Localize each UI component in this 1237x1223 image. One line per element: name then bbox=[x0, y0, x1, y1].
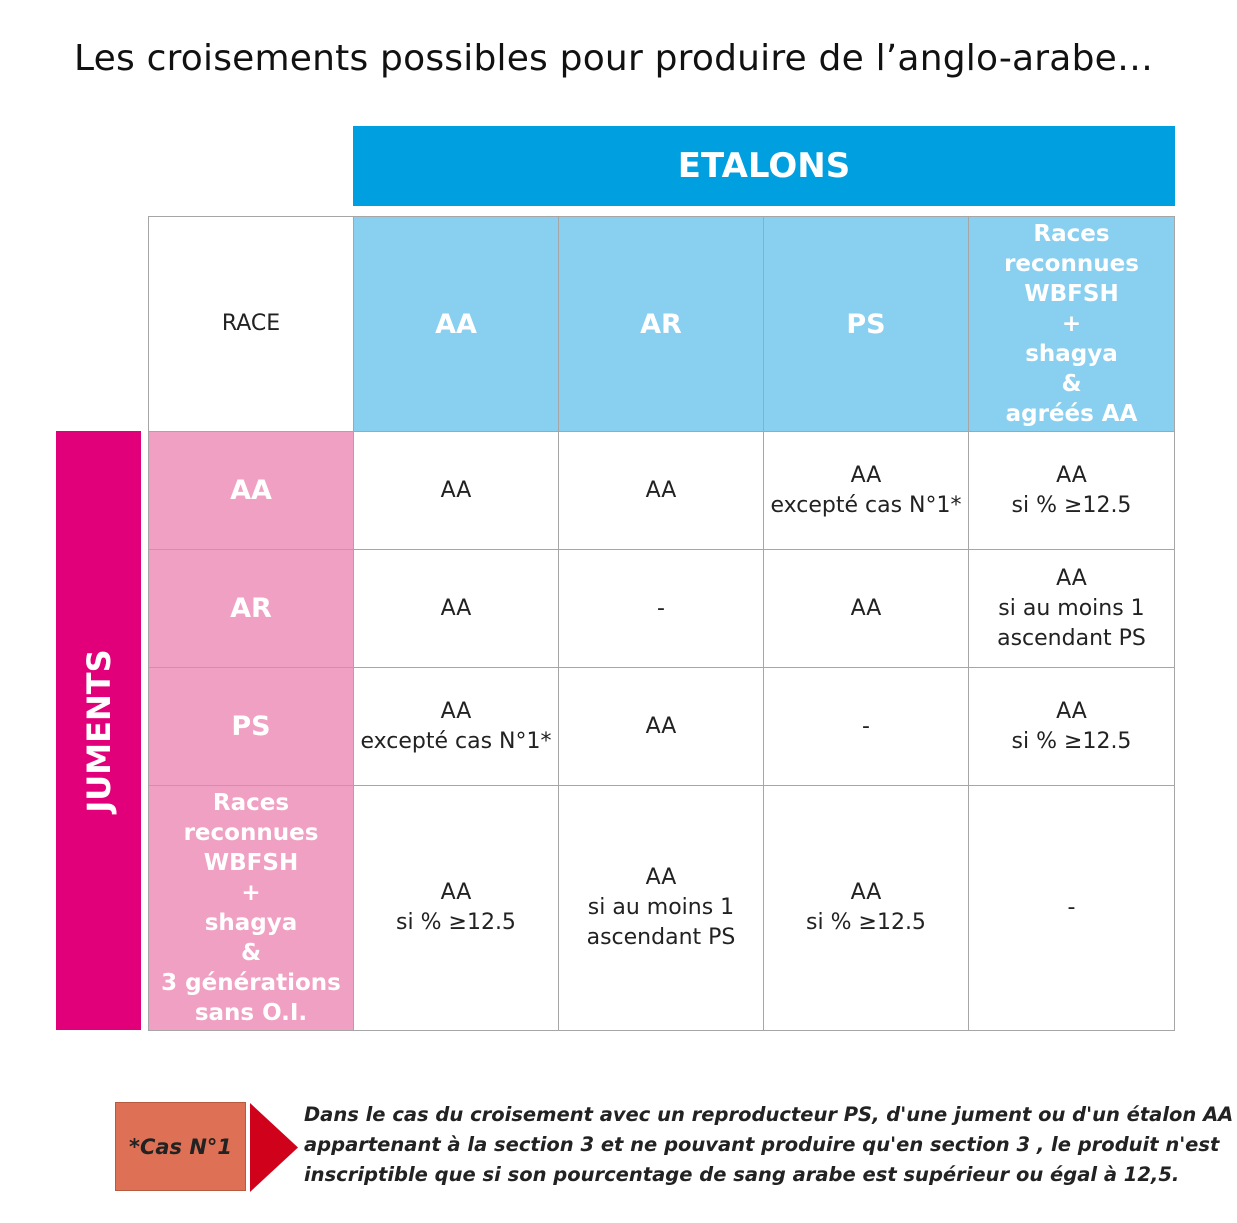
cell-text: AA bbox=[850, 880, 882, 905]
cell-text: AA bbox=[1056, 698, 1087, 724]
row-header-label: sans O.I. bbox=[194, 1000, 308, 1026]
table-cell bbox=[558, 431, 764, 550]
table-cell bbox=[353, 431, 559, 550]
row-header-ar bbox=[148, 549, 354, 668]
corner-label: RACE bbox=[221, 311, 281, 336]
col-header-ar bbox=[558, 216, 764, 432]
cell-text: AA bbox=[440, 698, 472, 724]
table-cell bbox=[353, 549, 559, 668]
cell-text: ascendant PS bbox=[586, 925, 736, 950]
cell-text: - bbox=[657, 595, 665, 621]
row-header-label: shagya bbox=[204, 910, 298, 936]
cell-text: AA bbox=[850, 595, 882, 621]
cell-text: si % ≥12.5 bbox=[1011, 492, 1132, 518]
row-header-label: PS bbox=[231, 711, 271, 742]
cell-text: si % ≥12.5 bbox=[396, 910, 516, 935]
col-header-label: shagya bbox=[1025, 341, 1118, 367]
col-header-label: reconnues bbox=[1004, 251, 1139, 277]
table-cell bbox=[558, 549, 764, 668]
col-header-label: agréés AA bbox=[1005, 401, 1138, 427]
row-header-races bbox=[148, 785, 354, 1031]
cell-text: AA bbox=[850, 462, 882, 488]
row-header-label: 3 générations bbox=[161, 970, 341, 996]
col-header-label: WBFSH bbox=[1024, 281, 1119, 307]
cell-text: - bbox=[862, 713, 870, 739]
cell-text: - bbox=[1067, 895, 1076, 920]
table-cell bbox=[353, 785, 559, 1031]
table-cell bbox=[968, 431, 1175, 550]
cell-text: excepté cas N°1* bbox=[770, 492, 962, 518]
table-cell bbox=[968, 785, 1175, 1031]
cell-text: si % ≥12.5 bbox=[806, 910, 926, 935]
cell-text: si % ≥12.5 bbox=[1011, 728, 1132, 754]
col-header-races bbox=[968, 216, 1175, 432]
cell-text: ascendant PS bbox=[997, 625, 1146, 651]
table-cell bbox=[968, 667, 1175, 786]
table-cell bbox=[763, 667, 969, 786]
table-cell bbox=[558, 667, 764, 786]
col-header-ps bbox=[763, 216, 969, 432]
row-header-label: Races bbox=[212, 790, 290, 816]
cell-text: AA bbox=[1056, 462, 1087, 488]
row-header-label: WBFSH bbox=[203, 850, 299, 876]
cell-text: AA bbox=[1056, 565, 1087, 591]
footnote-line: Dans le cas du croisement avec un reproducteur PS, d'une jument ou d'un étalon AA bbox=[304, 1103, 1234, 1126]
col-header-label: & bbox=[1061, 371, 1082, 397]
table-cell bbox=[558, 785, 764, 1031]
row-header-label: AA bbox=[230, 475, 272, 506]
col-header-label: Races bbox=[1033, 221, 1110, 247]
table-cell bbox=[763, 431, 969, 550]
row-header-label: reconnues bbox=[183, 820, 319, 846]
table-cell bbox=[353, 667, 559, 786]
juments-header bbox=[56, 431, 141, 1030]
col-header-label: PS bbox=[846, 308, 886, 340]
cell-text: si au moins 1 bbox=[998, 595, 1145, 621]
table-cell bbox=[763, 549, 969, 668]
row-header-aa bbox=[148, 431, 354, 550]
table-cell bbox=[763, 785, 969, 1031]
cell-text: excepté cas N°1* bbox=[360, 728, 552, 754]
cell-text: AA bbox=[645, 713, 677, 739]
juments-label: JUMENTS bbox=[79, 648, 118, 813]
arrow-right-icon bbox=[250, 1103, 298, 1192]
row-header-label: AR bbox=[230, 593, 272, 624]
col-header-label: + bbox=[1061, 311, 1082, 337]
cell-text: si au moins 1 bbox=[587, 895, 735, 920]
col-header-label: AA bbox=[435, 308, 477, 340]
cas-n1-label: *Cas N°1 bbox=[115, 1102, 246, 1191]
footnote-line: inscriptible que si son pourcentage de sang arabe est supérieur ou égal à 12,5. bbox=[304, 1163, 1180, 1186]
row-header-ps bbox=[148, 667, 354, 786]
row-header-label: + bbox=[241, 880, 261, 906]
page-title: Les croisements possibles pour produire de l’anglo-arabe… bbox=[74, 38, 1154, 79]
row-header-label: & bbox=[240, 940, 262, 966]
cell-text: AA bbox=[645, 865, 677, 890]
cell-text: AA bbox=[440, 880, 472, 905]
col-header-aa bbox=[353, 216, 559, 432]
cell-text: AA bbox=[440, 477, 472, 503]
col-header-label: AR bbox=[640, 308, 682, 340]
cell-text: AA bbox=[645, 477, 677, 503]
table-cell bbox=[968, 549, 1175, 668]
corner-cell bbox=[148, 216, 354, 432]
cell-text: AA bbox=[440, 595, 472, 621]
footnote-text bbox=[304, 1100, 1234, 1190]
etalons-header: ETALONS bbox=[353, 126, 1175, 206]
footnote-line: appartenant à la section 3 et ne pouvant produire qu'en section 3 , le produit n'est bbox=[304, 1133, 1220, 1156]
